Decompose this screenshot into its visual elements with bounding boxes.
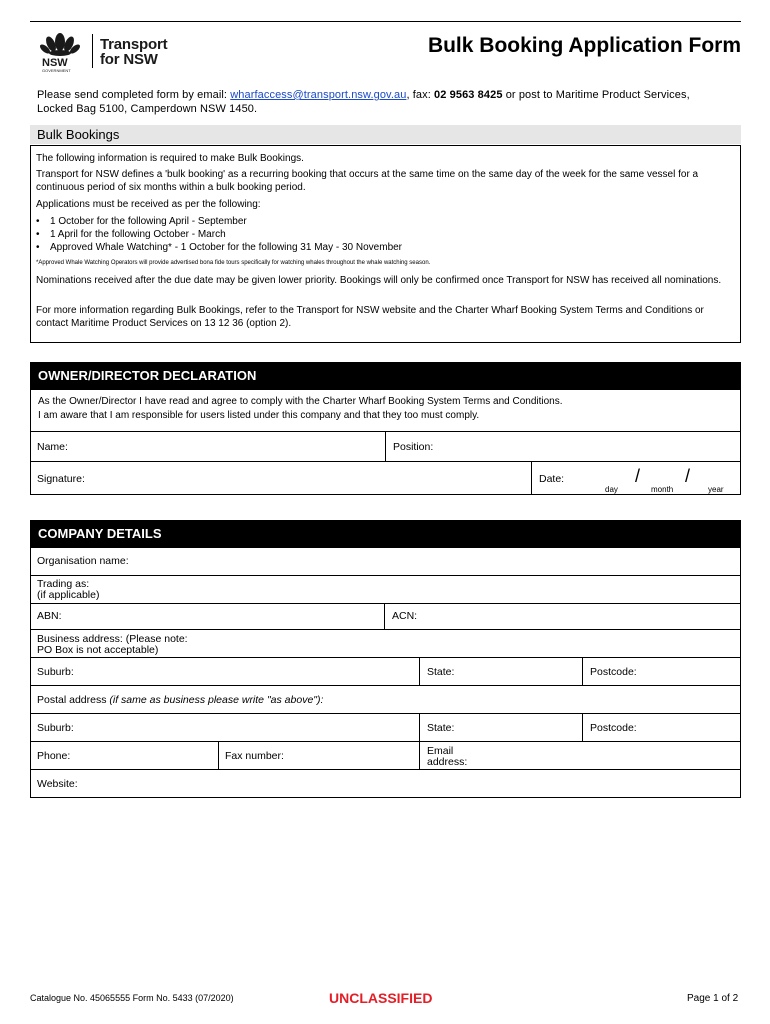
fax-number: 02 9563 8425	[434, 89, 503, 101]
classification-label: UNCLASSIFIED	[329, 990, 433, 1006]
logo-line-2: for NSW	[100, 51, 158, 68]
intro-fax-label: , fax:	[406, 89, 435, 101]
bb-para-3: Applications must be received as per the following:	[36, 199, 261, 210]
bullet-mark: •	[36, 229, 40, 240]
intro-suffix: or post to Maritime Product Services,	[502, 89, 690, 101]
logo-line-1: Transport	[100, 36, 168, 53]
bb-bullet-1	[36, 215, 247, 228]
date-slash-2: /	[685, 466, 691, 486]
fax-number-label: Fax number:	[225, 750, 284, 762]
phone-field[interactable]	[30, 741, 219, 770]
logo-gov-text: GOVERNMENT	[42, 68, 71, 73]
name-label: Name:	[37, 441, 68, 453]
intro-prefix: Please send completed form by email:	[37, 89, 231, 101]
company-details-title: COMPANY DETAILS	[38, 526, 162, 541]
position-label: Position:	[393, 441, 434, 453]
acn-label: ACN:	[392, 610, 418, 622]
position-field[interactable]	[385, 431, 741, 462]
declaration-line-2: I am aware that I am responsible for users listed under this company and that they too must comply.	[38, 410, 480, 421]
postal-state-field[interactable]	[419, 713, 583, 742]
bb-bullet-2	[36, 228, 226, 241]
fax-number-field[interactable]	[218, 741, 420, 770]
bb-bullet-text: Approved Whale Watching* - 1 October for the following 31 May - 30 November	[50, 242, 403, 253]
top-rule	[30, 21, 741, 22]
state-label: State:	[427, 722, 455, 734]
bb-para-2: Transport for NSW defines a 'bulk booking' as a recurring booking that occurs at the same time on the same day of the week for the same vessel for a continuous period of six months within a bulk booking period.	[36, 169, 699, 193]
day-label: day	[605, 485, 618, 494]
transport-nsw-logo	[36, 28, 186, 74]
logo-divider	[92, 34, 93, 68]
business-address-note: PO Box is not acceptable)	[37, 644, 159, 656]
postal-address-field[interactable]	[30, 685, 741, 714]
bullet-mark: •	[36, 216, 40, 227]
business-postcode-field[interactable]	[582, 657, 741, 686]
email-label-2: address:	[427, 756, 468, 768]
acn-field[interactable]	[384, 603, 741, 630]
organisation-name-field[interactable]	[30, 547, 741, 576]
catalogue-number: Catalogue No. 45065555 Form No. 5433 (07/2020)	[30, 993, 234, 1003]
signature-label: Signature:	[37, 473, 85, 485]
page-number: Page 1 of 2	[687, 993, 739, 1004]
form-title: Bulk Booking Application Form	[427, 34, 741, 57]
phone-label: Phone:	[37, 750, 71, 762]
date-field[interactable]	[531, 461, 741, 495]
postcode-label: Postcode:	[590, 666, 637, 678]
bullet-mark: •	[36, 242, 40, 253]
business-state-field[interactable]	[419, 657, 583, 686]
bb-para-1: The following information is required to make Bulk Bookings.	[36, 153, 304, 164]
postal-address-note: (if same as business please write "as above"):	[109, 694, 324, 706]
postcode-label: Postcode:	[590, 722, 637, 734]
email-address-field[interactable]	[419, 741, 741, 770]
bb-para-4: Nominations received after the due date may be given lower priority. Bookings will only be confirmed once Transport for NSW has received all nominations.	[36, 275, 722, 286]
declaration-header	[30, 362, 741, 389]
name-field[interactable]	[30, 431, 386, 462]
business-address-label: Business address: (Please note:	[37, 633, 188, 645]
bb-bullet-text: 1 October for the following April - September	[50, 216, 247, 227]
bulk-bookings-header	[30, 125, 741, 144]
date-slash-1: /	[635, 466, 641, 486]
abn-field[interactable]	[30, 603, 385, 630]
declaration-title: OWNER/DIRECTOR DECLARATION	[38, 368, 257, 383]
signature-field[interactable]	[30, 461, 532, 495]
bb-para-5: For more information regarding Bulk Bookings, refer to the Transport for NSW website and the Charter Wharf Booking System Terms and Conditions or contact Maritime Product Services on 13 12 36 (option 2).	[36, 305, 704, 329]
logo-nsw-text: NSW	[42, 57, 68, 69]
bb-bullet-3	[36, 241, 402, 254]
abn-label: ABN:	[37, 610, 62, 622]
bb-bullet-text: 1 April for the following October - March	[50, 229, 226, 240]
postal-address-label	[37, 694, 323, 706]
company-details-header	[30, 520, 741, 547]
logo-wordmark	[100, 37, 167, 67]
suburb-label: Suburb:	[37, 666, 74, 678]
intro-address: Locked Bag 5100, Camperdown NSW 1450.	[37, 102, 258, 115]
business-address-field[interactable]	[30, 629, 741, 658]
postal-address-text: Postal address	[37, 694, 110, 706]
website-label: Website:	[37, 778, 78, 790]
website-field[interactable]	[30, 769, 741, 798]
whale-watching-note: *Approved Whale Watching Operators will provide advertised bona fide tours specifically for watching whales throughout the whale watching season.	[36, 260, 431, 266]
postal-postcode-field[interactable]	[582, 713, 741, 742]
postal-suburb-field[interactable]	[30, 713, 420, 742]
organisation-name-label: Organisation name:	[37, 555, 129, 567]
intro-text	[37, 89, 737, 116]
declaration-line-1: As the Owner/Director I have read and agree to comply with the Charter Wharf Booking System Terms and Conditions.	[38, 396, 563, 407]
email-link[interactable]: wharfaccess@transport.nsw.gov.au	[230, 89, 407, 101]
trading-as-field[interactable]	[30, 575, 741, 604]
state-label: State:	[427, 666, 455, 678]
declaration-statement	[30, 389, 741, 432]
waratah-icon	[36, 28, 84, 74]
email-label: Email	[427, 745, 454, 757]
month-label: month	[651, 485, 674, 494]
trading-as-label: Trading as:	[37, 578, 90, 590]
bulk-bookings-title: Bulk Bookings	[37, 127, 120, 142]
year-label: year	[708, 485, 724, 494]
trading-as-note: (if applicable)	[37, 589, 100, 601]
business-suburb-field[interactable]	[30, 657, 420, 686]
date-label: Date:	[539, 473, 565, 485]
bulk-bookings-info	[30, 145, 741, 343]
suburb-label: Suburb:	[37, 722, 74, 734]
